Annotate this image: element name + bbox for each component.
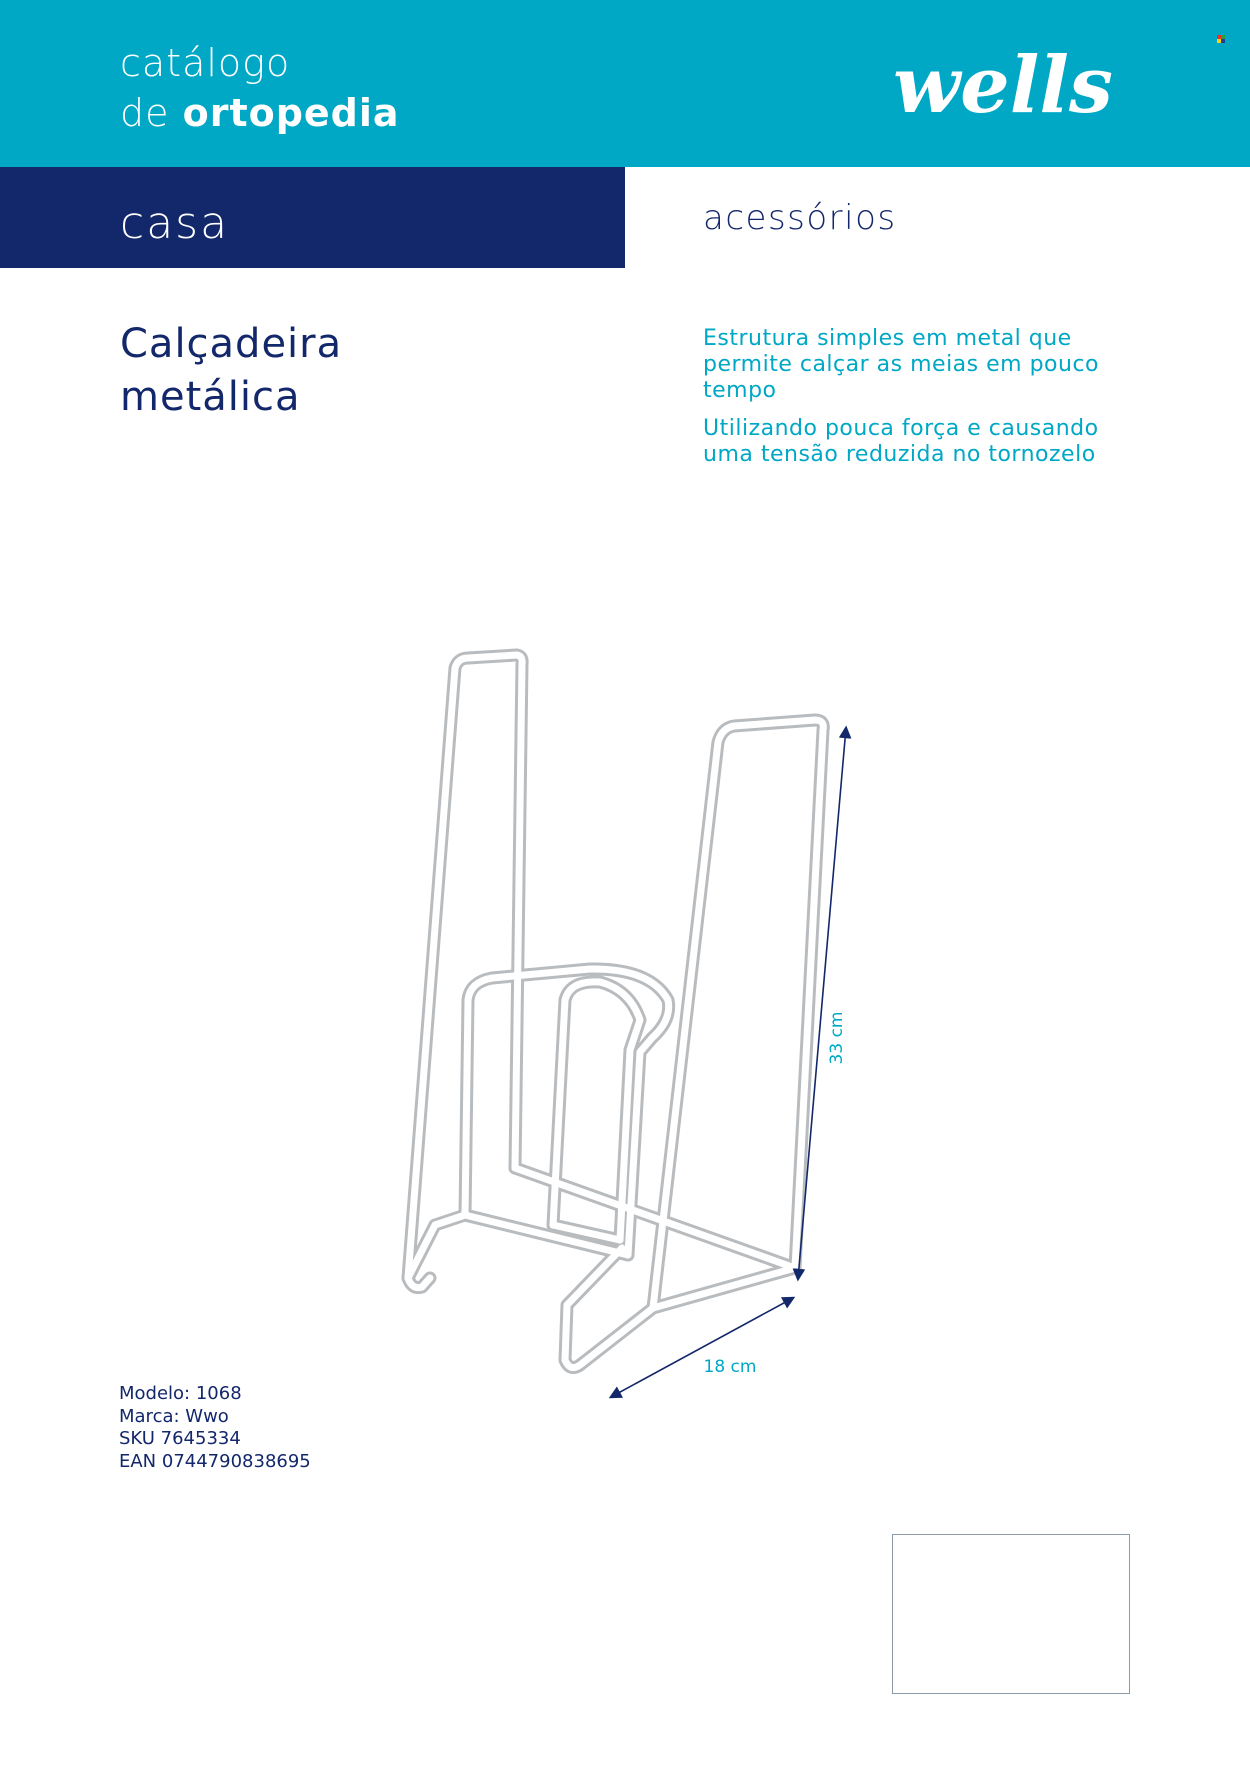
height-label: 33 cm bbox=[827, 1011, 847, 1065]
product-title-line1: Calçadeira bbox=[120, 321, 343, 367]
product-title bbox=[120, 318, 342, 424]
wells-logo-text: wells bbox=[893, 42, 1113, 128]
product-image-sock-aid bbox=[395, 640, 875, 1410]
empty-box bbox=[892, 1534, 1130, 1694]
spec-ean: EAN 0744790838695 bbox=[119, 1450, 311, 1472]
category-bar bbox=[0, 167, 625, 268]
wells-logo bbox=[893, 42, 1138, 128]
catalog-title-line1: catálogo bbox=[120, 41, 291, 85]
sock-aid-frame bbox=[408, 655, 823, 1368]
product-specs bbox=[119, 1383, 311, 1473]
catalog-title bbox=[120, 38, 400, 138]
spec-brand: Marca: Wwo bbox=[119, 1405, 229, 1427]
flag-icon bbox=[1217, 35, 1225, 43]
product-description-1: Estrutura simples em metal que permite calçar as meias em pouco tempo bbox=[703, 326, 1099, 403]
spec-model: Modelo: 1068 bbox=[119, 1383, 242, 1404]
catalog-title-line2 bbox=[120, 88, 400, 138]
spec-sku: SKU 7645334 bbox=[119, 1428, 241, 1449]
product-title-line2: metálica bbox=[120, 374, 301, 420]
subcategory-label: acessórios bbox=[703, 198, 897, 238]
catalog-title-prefix: de bbox=[120, 91, 183, 135]
width-label: 18 cm bbox=[703, 1357, 757, 1377]
product-description-2: Utilizando pouca força e causando uma tensão reduzida no tornozelo bbox=[703, 416, 1099, 467]
catalog-title-bold: ortopedia bbox=[182, 91, 400, 135]
category-label: casa bbox=[120, 198, 230, 249]
